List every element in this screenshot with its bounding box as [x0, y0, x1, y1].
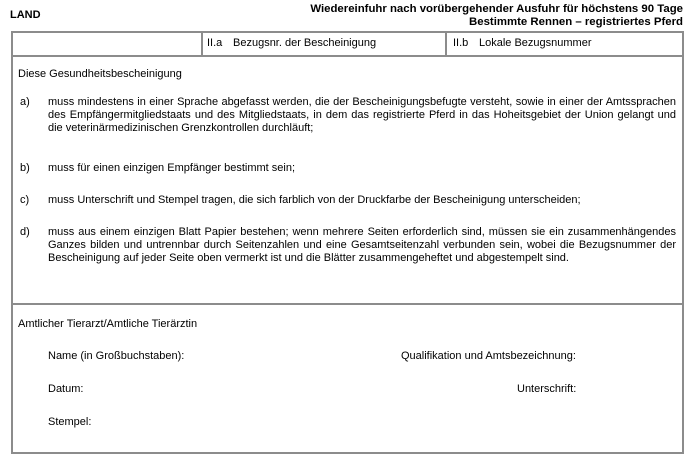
note-item-b [20, 162, 676, 175]
note-text: muss Unterschrift und Stempel tragen, die sich farblich von der Druckfarbe der Bescheinigung unterscheiden; [48, 194, 581, 206]
table-top-border [11, 31, 684, 33]
note-text: muss mindestens in einer Sprache abgefasst werden, die der Bescheinigungsbefugte versteht, sowie in einer der Amtssprachen des Empfängermitgliedstaats und des Mitgliedstaats, in dem das registrierte Pferd in das Hoheitsgebiet der Union gelangt und die veterinärmedizinischen Grenzkontrollen durchläuft; [48, 96, 676, 135]
note-text: muss aus einem einzigen Blatt Papier bestehen; wenn mehrere Seiten erforderlich sind, müssen sie ein zusammenhängendes Ganzes bilden und untrennbar durch Seitenzahlen und eine Gesamtseitenzahl verbunden sein, wobei die Bezugsnummer der Bescheinigung auf jeder Seite oben vermerkt ist und die Blätter zusammengeheftet und abgestempelt sind. [48, 226, 676, 265]
reference-column-divider-b [445, 31, 447, 57]
note-marker: b) [20, 162, 30, 174]
notes-intro: Diese Gesundheitsbescheinigung [18, 68, 182, 80]
table-bottom-border [11, 452, 684, 454]
reference-code-b: II.b [453, 37, 469, 49]
note-marker: d) [20, 226, 30, 238]
stamp-field-label: Stempel: [48, 416, 92, 428]
reference-label-a: Bezugsnr. der Bescheinigung [233, 37, 377, 49]
official-vet-heading: Amtlicher Tierarzt/Amtliche Tierärztin [18, 318, 198, 330]
name-field-label: Name (in Großbuchstaben): [48, 350, 185, 362]
signature-field-label: Unterschrift: [517, 383, 577, 395]
certificate-title [310, 3, 683, 29]
reference-cell-local-number[interactable] [453, 37, 592, 49]
note-item-d [20, 226, 676, 266]
reference-column-divider-a [201, 31, 203, 57]
note-item-a [20, 96, 676, 136]
reference-code-a: II.a [207, 37, 223, 49]
reference-label-b: Lokale Bezugsnummer [479, 37, 592, 49]
table-left-border [11, 31, 13, 454]
section-divider [11, 303, 684, 305]
certificate-title-line-1: Wiedereinfuhr nach vorübergehender Ausfuhr für höchstens 90 Tage [310, 3, 683, 15]
note-marker: c) [20, 194, 30, 206]
date-field-label: Datum: [48, 383, 84, 395]
qualification-field-label: Qualifikation und Amtsbezeichnung: [401, 350, 576, 362]
note-text: muss für einen einzigen Empfänger bestimmt sein; [48, 162, 296, 174]
reference-cell-certificate-number[interactable] [207, 37, 376, 49]
note-marker: a) [20, 96, 30, 108]
note-item-c [20, 194, 676, 207]
table-right-border [682, 31, 684, 454]
reference-row-bottom-border [11, 55, 684, 57]
certificate-title-line-2: Bestimmte Rennen – registriertes Pferd [469, 16, 683, 28]
country-label: LAND [10, 9, 41, 21]
